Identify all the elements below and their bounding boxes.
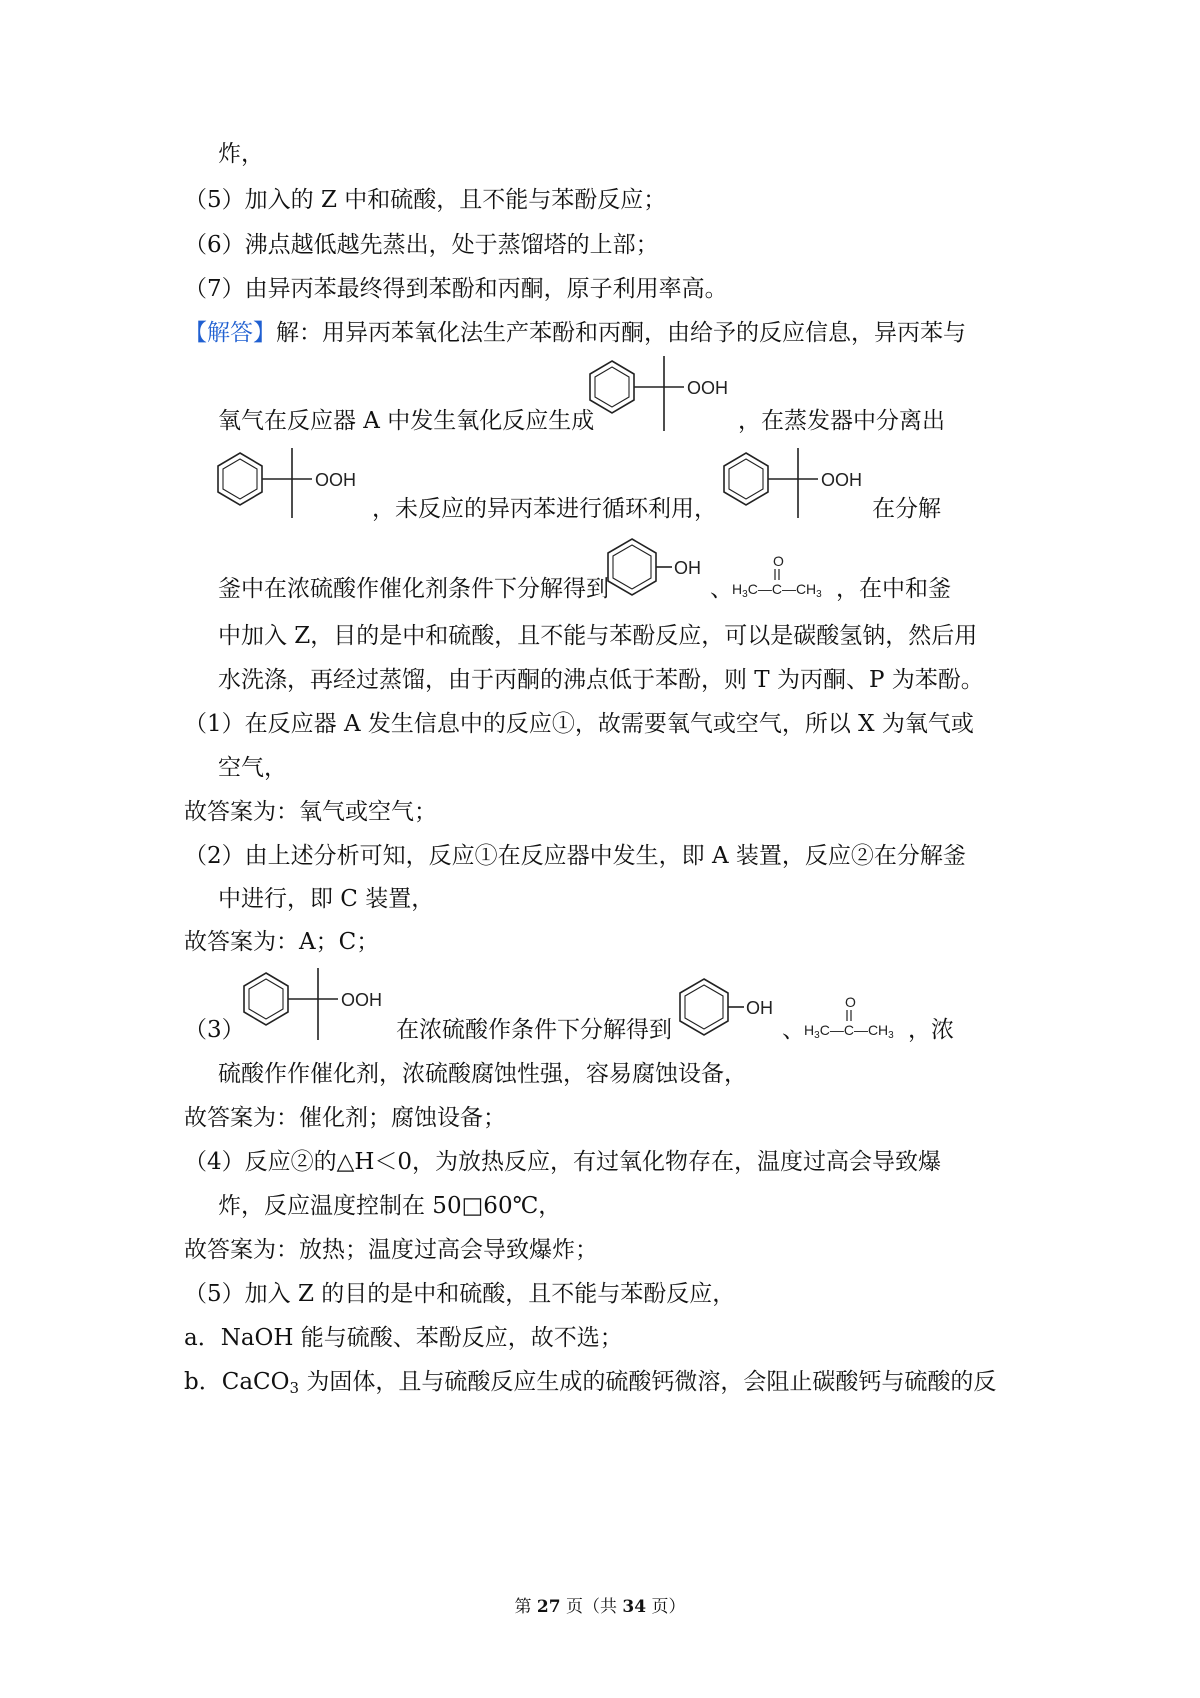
page-footer [0, 1595, 1200, 1619]
cumene-hydroperoxide-structure [200, 448, 360, 528]
text-line: 炸，反应温度控制在 50□60℃， [218, 1193, 562, 1219]
acetone-structure [732, 554, 852, 602]
text-line: 中加入 Z，目的是中和硫酸，且不能与苯酚反应，可以是碳酸氢钠，然后用 [218, 623, 978, 649]
text-line: 故答案为：放热；温度过高会导致爆炸； [184, 1237, 598, 1263]
text-line: （5）加入的 Z 中和硫酸，且不能与苯酚反应； [184, 187, 667, 213]
ooh-label: OOH [315, 470, 357, 490]
text-span: ，未反应的异丙苯进行循环利用， [372, 496, 717, 522]
text-line: （1）在反应器 A 发生信息中的反应①，故需要氧气或空气，所以 X 为氧气或 [184, 711, 974, 737]
page-number: 27 [536, 1597, 561, 1617]
text-line: 空气， [218, 755, 287, 781]
cumene-hydroperoxide-structure [706, 448, 866, 528]
text-line: 硫酸作作催化剂，浓硫酸腐蚀性强，容易腐蚀设备， [218, 1061, 747, 1087]
total-pages: 34 [622, 1597, 647, 1617]
subscript: 3 [289, 1379, 300, 1397]
text-span: 釜中在浓硫酸作催化剂条件下分解得到 [218, 576, 609, 602]
ooh-label: OOH [821, 470, 863, 490]
text-line: 故答案为：氧气或空气； [184, 799, 437, 825]
text-span: 解：用异丙苯氧化法生产苯酚和丙酮，由给予的反应信息，异丙苯与 [276, 320, 966, 346]
footer-text: 页（共 [560, 1597, 623, 1617]
text-line [184, 1366, 996, 1398]
text-span: ，浓 [908, 1017, 954, 1043]
oh-label: OH [746, 998, 773, 1018]
text-line: （7）由异丙苯最终得到苯酚和丙酮，原子利用率高。 [184, 276, 728, 302]
text-line: 中进行，即 C 装置， [218, 886, 435, 912]
text-line: （4）反应②的△H＜0，为放热反应，有过氧化物存在，温度过高会导致爆 [184, 1149, 942, 1175]
text-line: 故答案为：A；C； [184, 929, 380, 955]
ooh-label: OOH [687, 378, 729, 398]
phenol-structure [666, 976, 786, 1046]
footer-text: 第 [514, 1597, 537, 1617]
text-line: a．NaOH 能与硫酸、苯酚反应，故不选； [184, 1325, 623, 1351]
footer-text: 页） [646, 1597, 686, 1617]
methyl-label: $H_3C—C—CH_3$ [732, 581, 822, 600]
ooh-label: OOH [341, 990, 383, 1010]
phenol-structure [594, 536, 714, 606]
text-span: 在浓硫酸作条件下分解得到 [396, 1017, 672, 1043]
text-span: 、 [710, 576, 733, 602]
text-span: （3） [184, 1017, 245, 1043]
text-line: 水洗涤，再经过蒸馏，由于丙酮的沸点低于苯酚，则 T 为丙酮、P 为苯酚。 [218, 667, 984, 693]
cumene-hydroperoxide-structure [226, 968, 386, 1048]
text-line: 故答案为：催化剂；腐蚀设备； [184, 1105, 506, 1131]
methyl-label: $H_3C—C—CH_3$ [804, 1022, 894, 1041]
text-line: （6）沸点越低越先蒸出，处于蒸馏塔的上部； [184, 232, 659, 258]
cumene-hydroperoxide-structure [572, 356, 732, 436]
answer-heading-line [184, 317, 966, 349]
carbonyl-oxygen-label: O [773, 553, 784, 569]
text-span: 、 [782, 1017, 805, 1043]
text-span: 在分解 [872, 496, 941, 522]
answer-tag: 【解答】 [184, 320, 276, 346]
text-span: 为固体，且与硫酸反应生成的硫酸钙微溶，会阻止碳酸钙与硫酸的反 [299, 1369, 997, 1395]
text-line: （5）加入 Z 的目的是中和硫酸，且不能与苯酚反应， [184, 1281, 736, 1307]
acetone-structure [804, 995, 924, 1043]
text-line: 炸， [218, 141, 264, 167]
text-span: ，在中和釜 [836, 576, 951, 602]
text-span: ，在蒸发器中分离出 [738, 408, 945, 434]
text-line: （2）由上述分析可知，反应①在反应器中发生，即 A 装置，反应②在分解釜 [184, 843, 966, 869]
text-line: 氧气在反应器 A 中发生氧化反应生成 [218, 408, 595, 434]
oh-label: OH [674, 558, 701, 578]
text-span: b．CaCO [184, 1369, 290, 1395]
carbonyl-oxygen-label: O [845, 994, 856, 1010]
